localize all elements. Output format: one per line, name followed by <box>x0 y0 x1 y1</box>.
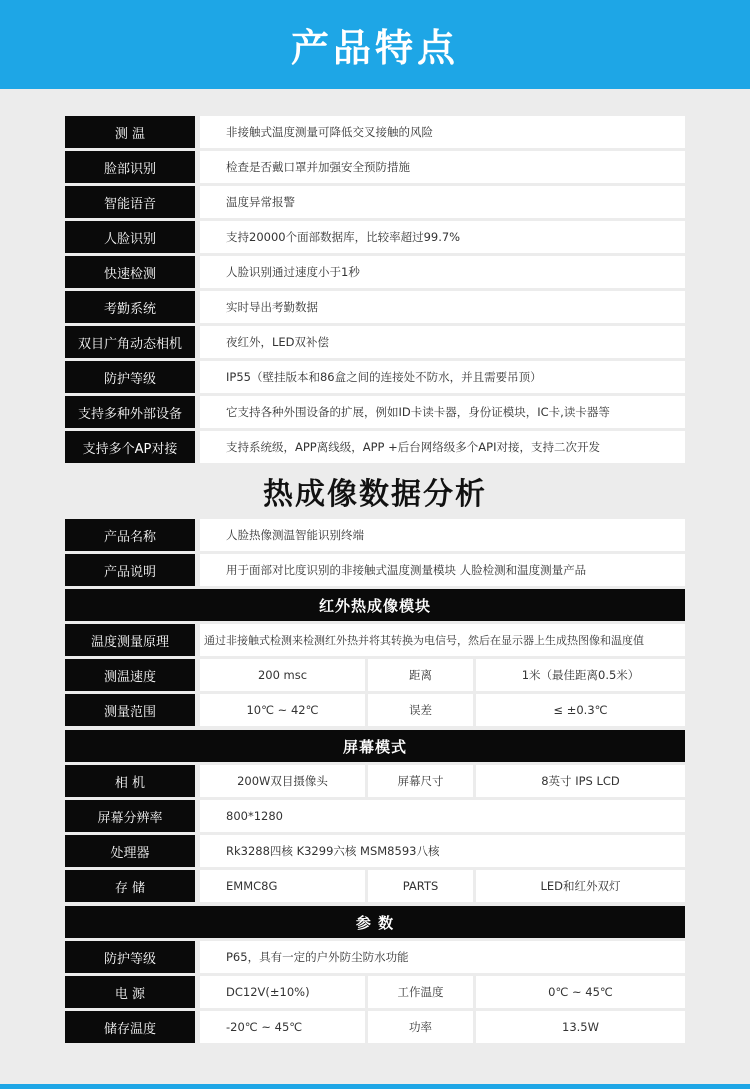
spec-label: 屏幕分辨率 <box>65 800 195 832</box>
spec-sublabel: 距离 <box>368 659 473 691</box>
spec-value: 200W双目摄像头 <box>200 765 365 797</box>
banner-title: 产品特点 <box>290 26 459 70</box>
spec-label: 产品名称 <box>65 519 195 551</box>
bottom-accent-line <box>0 1084 750 1089</box>
feature-row <box>65 151 685 183</box>
spec-label: 温度测量原理 <box>65 624 195 656</box>
feature-value: 支持20000个面部数据库，比较率超过99.7% <box>200 221 685 253</box>
spec-label: 相 机 <box>65 765 195 797</box>
spec-label: 测温速度 <box>65 659 195 691</box>
spec-value: 8英寸 IPS LCD <box>476 765 685 797</box>
spec-value: 200 msc <box>200 659 365 691</box>
spec-row-principle <box>65 624 685 656</box>
feature-row <box>65 431 685 463</box>
feature-value: 它支持各种外围设备的扩展，例如ID卡读卡器，身份证模块，IC卡,读卡器等 <box>200 396 685 428</box>
feature-row <box>65 221 685 253</box>
spec-label: 电 源 <box>65 976 195 1008</box>
feature-label: 快速检测 <box>65 256 195 288</box>
spec-sublabel: 工作温度 <box>368 976 473 1008</box>
spec-row-power <box>65 976 685 1008</box>
spec-row-camera <box>65 765 685 797</box>
spec-value: 通过非接触式检测来检测红外热并将其转换为电信号，然后在显示器上生成热图像和温度值 <box>200 624 685 656</box>
spec-value: 10℃ ~ 42℃ <box>200 694 365 726</box>
ir-module-header: 红外热成像模块 <box>65 589 685 621</box>
feature-label: 防护等级 <box>65 361 195 393</box>
feature-label: 测 温 <box>65 116 195 148</box>
spec-row-storage <box>65 870 685 902</box>
spec-sublabel: 屏幕尺寸 <box>368 765 473 797</box>
feature-label: 人脸识别 <box>65 221 195 253</box>
feature-value: 夜红外，LED双补偿 <box>200 326 685 358</box>
feature-value: IP55（壁挂版本和86盒之间的连接处不防水，并且需要吊顶） <box>200 361 685 393</box>
spec-value: 用于面部对比度识别的非接触式温度测量模块 人脸检测和温度测量产品 <box>200 554 685 586</box>
feature-value: 非接触式温度测量可降低交叉接触的风险 <box>200 116 685 148</box>
feature-value: 实时导出考勤数据 <box>200 291 685 323</box>
spec-row-range <box>65 694 685 726</box>
top-banner <box>0 0 750 89</box>
feature-value: 检查是否戴口罩并加强安全预防措施 <box>200 151 685 183</box>
feature-label: 考勤系统 <box>65 291 195 323</box>
spec-label: 防护等级 <box>65 941 195 973</box>
spec-row-protection <box>65 941 685 973</box>
feature-row <box>65 256 685 288</box>
spec-value: ≤ ±0.3℃ <box>476 694 685 726</box>
spec-value: 800*1280 <box>200 800 685 832</box>
spec-label: 处理器 <box>65 835 195 867</box>
feature-row <box>65 291 685 323</box>
feature-row <box>65 186 685 218</box>
spec-sublabel: PARTS <box>368 870 473 902</box>
feature-label: 双目广角动态相机 <box>65 326 195 358</box>
spec-value: EMMC8G <box>200 870 365 902</box>
spec-sublabel: 误差 <box>368 694 473 726</box>
spec-value: 人脸热像测温智能识别终端 <box>200 519 685 551</box>
spec-value: P65，具有一定的户外防尘防水功能 <box>200 941 685 973</box>
spec-label: 存 储 <box>65 870 195 902</box>
spec-row-storage-temp <box>65 1011 685 1043</box>
feature-value: 人脸识别通过速度小于1秒 <box>200 256 685 288</box>
spec-label: 产品说明 <box>65 554 195 586</box>
feature-label: 脸部识别 <box>65 151 195 183</box>
spec-value: -20℃ ~ 45℃ <box>200 1011 365 1043</box>
spec-value: Rk3288四核 K3299六核 MSM8593八核 <box>200 835 685 867</box>
spec-row-product-name <box>65 519 685 551</box>
params-header: 参 数 <box>65 906 685 938</box>
feature-value: 支持系统级，APP离线级，APP +后台网络级多个API对接，支持二次开发 <box>200 431 685 463</box>
spec-value: DC12V(±10%) <box>200 976 365 1008</box>
feature-row <box>65 116 685 148</box>
spec-row-product-desc <box>65 554 685 586</box>
spec-row-resolution <box>65 800 685 832</box>
feature-row <box>65 326 685 358</box>
spec-value: 13.5W <box>476 1011 685 1043</box>
feature-label: 支持多个AP对接 <box>65 431 195 463</box>
feature-label: 智能语音 <box>65 186 195 218</box>
spec-label: 测量范围 <box>65 694 195 726</box>
screen-mode-header: 屏幕模式 <box>65 730 685 762</box>
feature-label: 支持多种外部设备 <box>65 396 195 428</box>
spec-value: 1米（最佳距离0.5米） <box>476 659 685 691</box>
feature-row <box>65 396 685 428</box>
spec-row-speed <box>65 659 685 691</box>
feature-row <box>65 361 685 393</box>
spec-label: 储存温度 <box>65 1011 195 1043</box>
feature-value: 温度异常报警 <box>200 186 685 218</box>
spec-value: 0℃ ~ 45℃ <box>476 976 685 1008</box>
spec-value: LED和红外双灯 <box>476 870 685 902</box>
spec-sublabel: 功率 <box>368 1011 473 1043</box>
analysis-title: 热成像数据分析 <box>263 477 487 512</box>
spec-row-processor <box>65 835 685 867</box>
